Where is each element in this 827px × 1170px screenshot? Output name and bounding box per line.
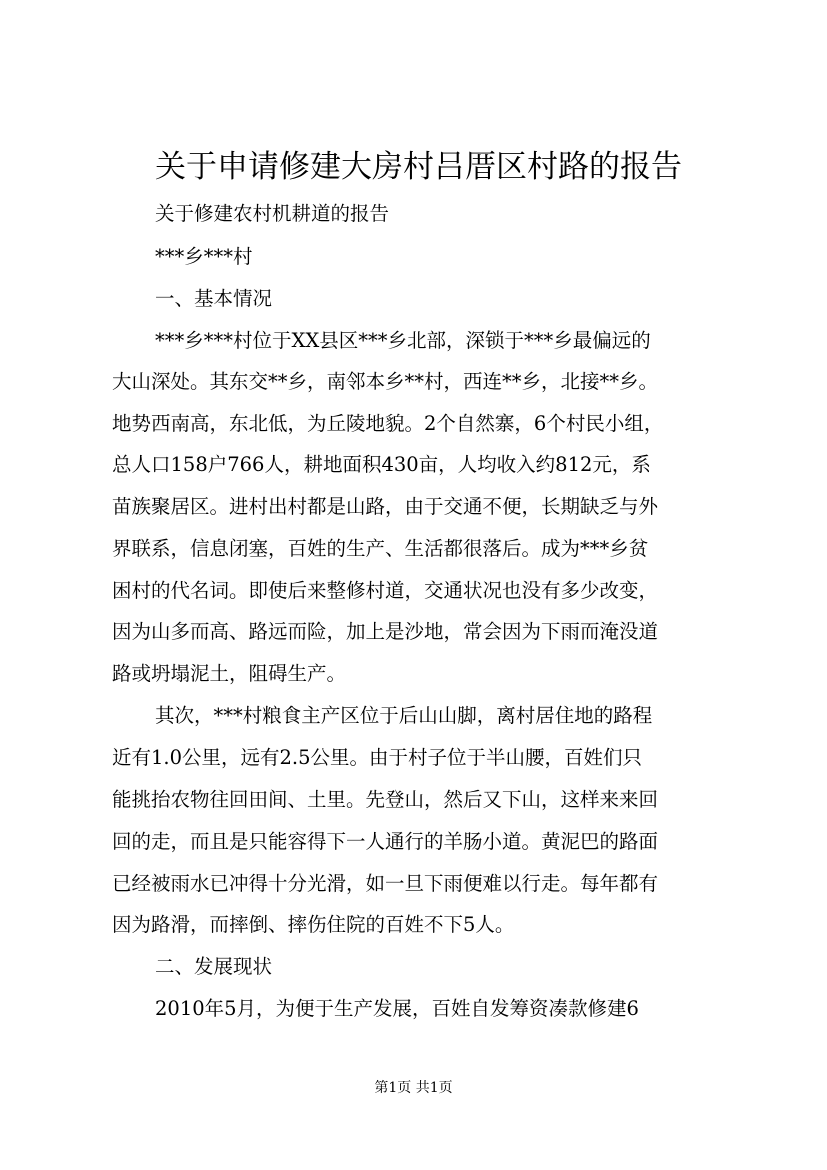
paragraph-line: 大山深处。其东交**乡，南邻本乡**村，西连**乡，北接**乡。 [112, 370, 659, 393]
paragraph-line: 近有1.0公里，远有2.5公里。由于村子位于半山腰，百姓们只 [112, 746, 643, 769]
paragraph-line: 因为路滑，而摔倒、摔伤住院的百姓不下5人。 [112, 913, 515, 936]
paragraph-line: 苗族聚居区。进村出村都是山路，由于交通不便，长期缺乏与外 [112, 495, 659, 518]
paragraph-line: 路或坍塌泥土，阻碍生产。 [112, 662, 347, 685]
paragraph-line: 回的走，而且是只能容得下一人通行的羊肠小道。黄泥巴的路面 [112, 830, 659, 853]
paragraph-line: 因为山多而高、路远而险，加上是沙地，常会因为下雨而淹没道 [112, 620, 659, 643]
paragraph-line: ***乡***村位于XX县区***乡北部，深锁于***乡最偏远的 [155, 329, 651, 352]
page-number-footer: 第1页 共1页 [374, 1080, 453, 1096]
paragraph-line: 其次，***村粮食主产区位于后山山脚，离村居住地的路程 [155, 704, 653, 727]
document-subtitle: 关于修建农村机耕道的报告 [155, 202, 390, 225]
paragraph-line: 界联系，信息闭塞，百姓的生产、生活都很落后。成为***乡贫 [112, 537, 649, 560]
paragraph-line: 困村的代名词。即使后来整修村道，交通状况也没有多少改变， [112, 579, 659, 602]
paragraph-line: 总人口158户766人，耕地面积430亩，人均收入约812元，系 [112, 453, 651, 476]
document-title: 关于申请修建大房村吕厝区村路的报告 [155, 149, 682, 185]
paragraph-line: 已经被雨水已冲得十分光滑，如一旦下雨便难以行走。每年都有 [112, 872, 659, 895]
section-heading-basic-situation: 一、基本情况 [155, 287, 273, 310]
paragraph-line: 地势西南高，东北低，为丘陵地貌。2个自然寨，6个村民小组， [112, 412, 664, 435]
paragraph-line: 2010年5月，为便于生产发展，百姓自发筹资凑款修建6 [155, 997, 639, 1020]
addressee-line: ***乡***村 [155, 245, 253, 268]
section-heading-development-status: 二、发展现状 [155, 955, 273, 978]
paragraph-line: 能挑抬农物往回田间、土里。先登山，然后又下山，这样来来回 [112, 788, 659, 811]
